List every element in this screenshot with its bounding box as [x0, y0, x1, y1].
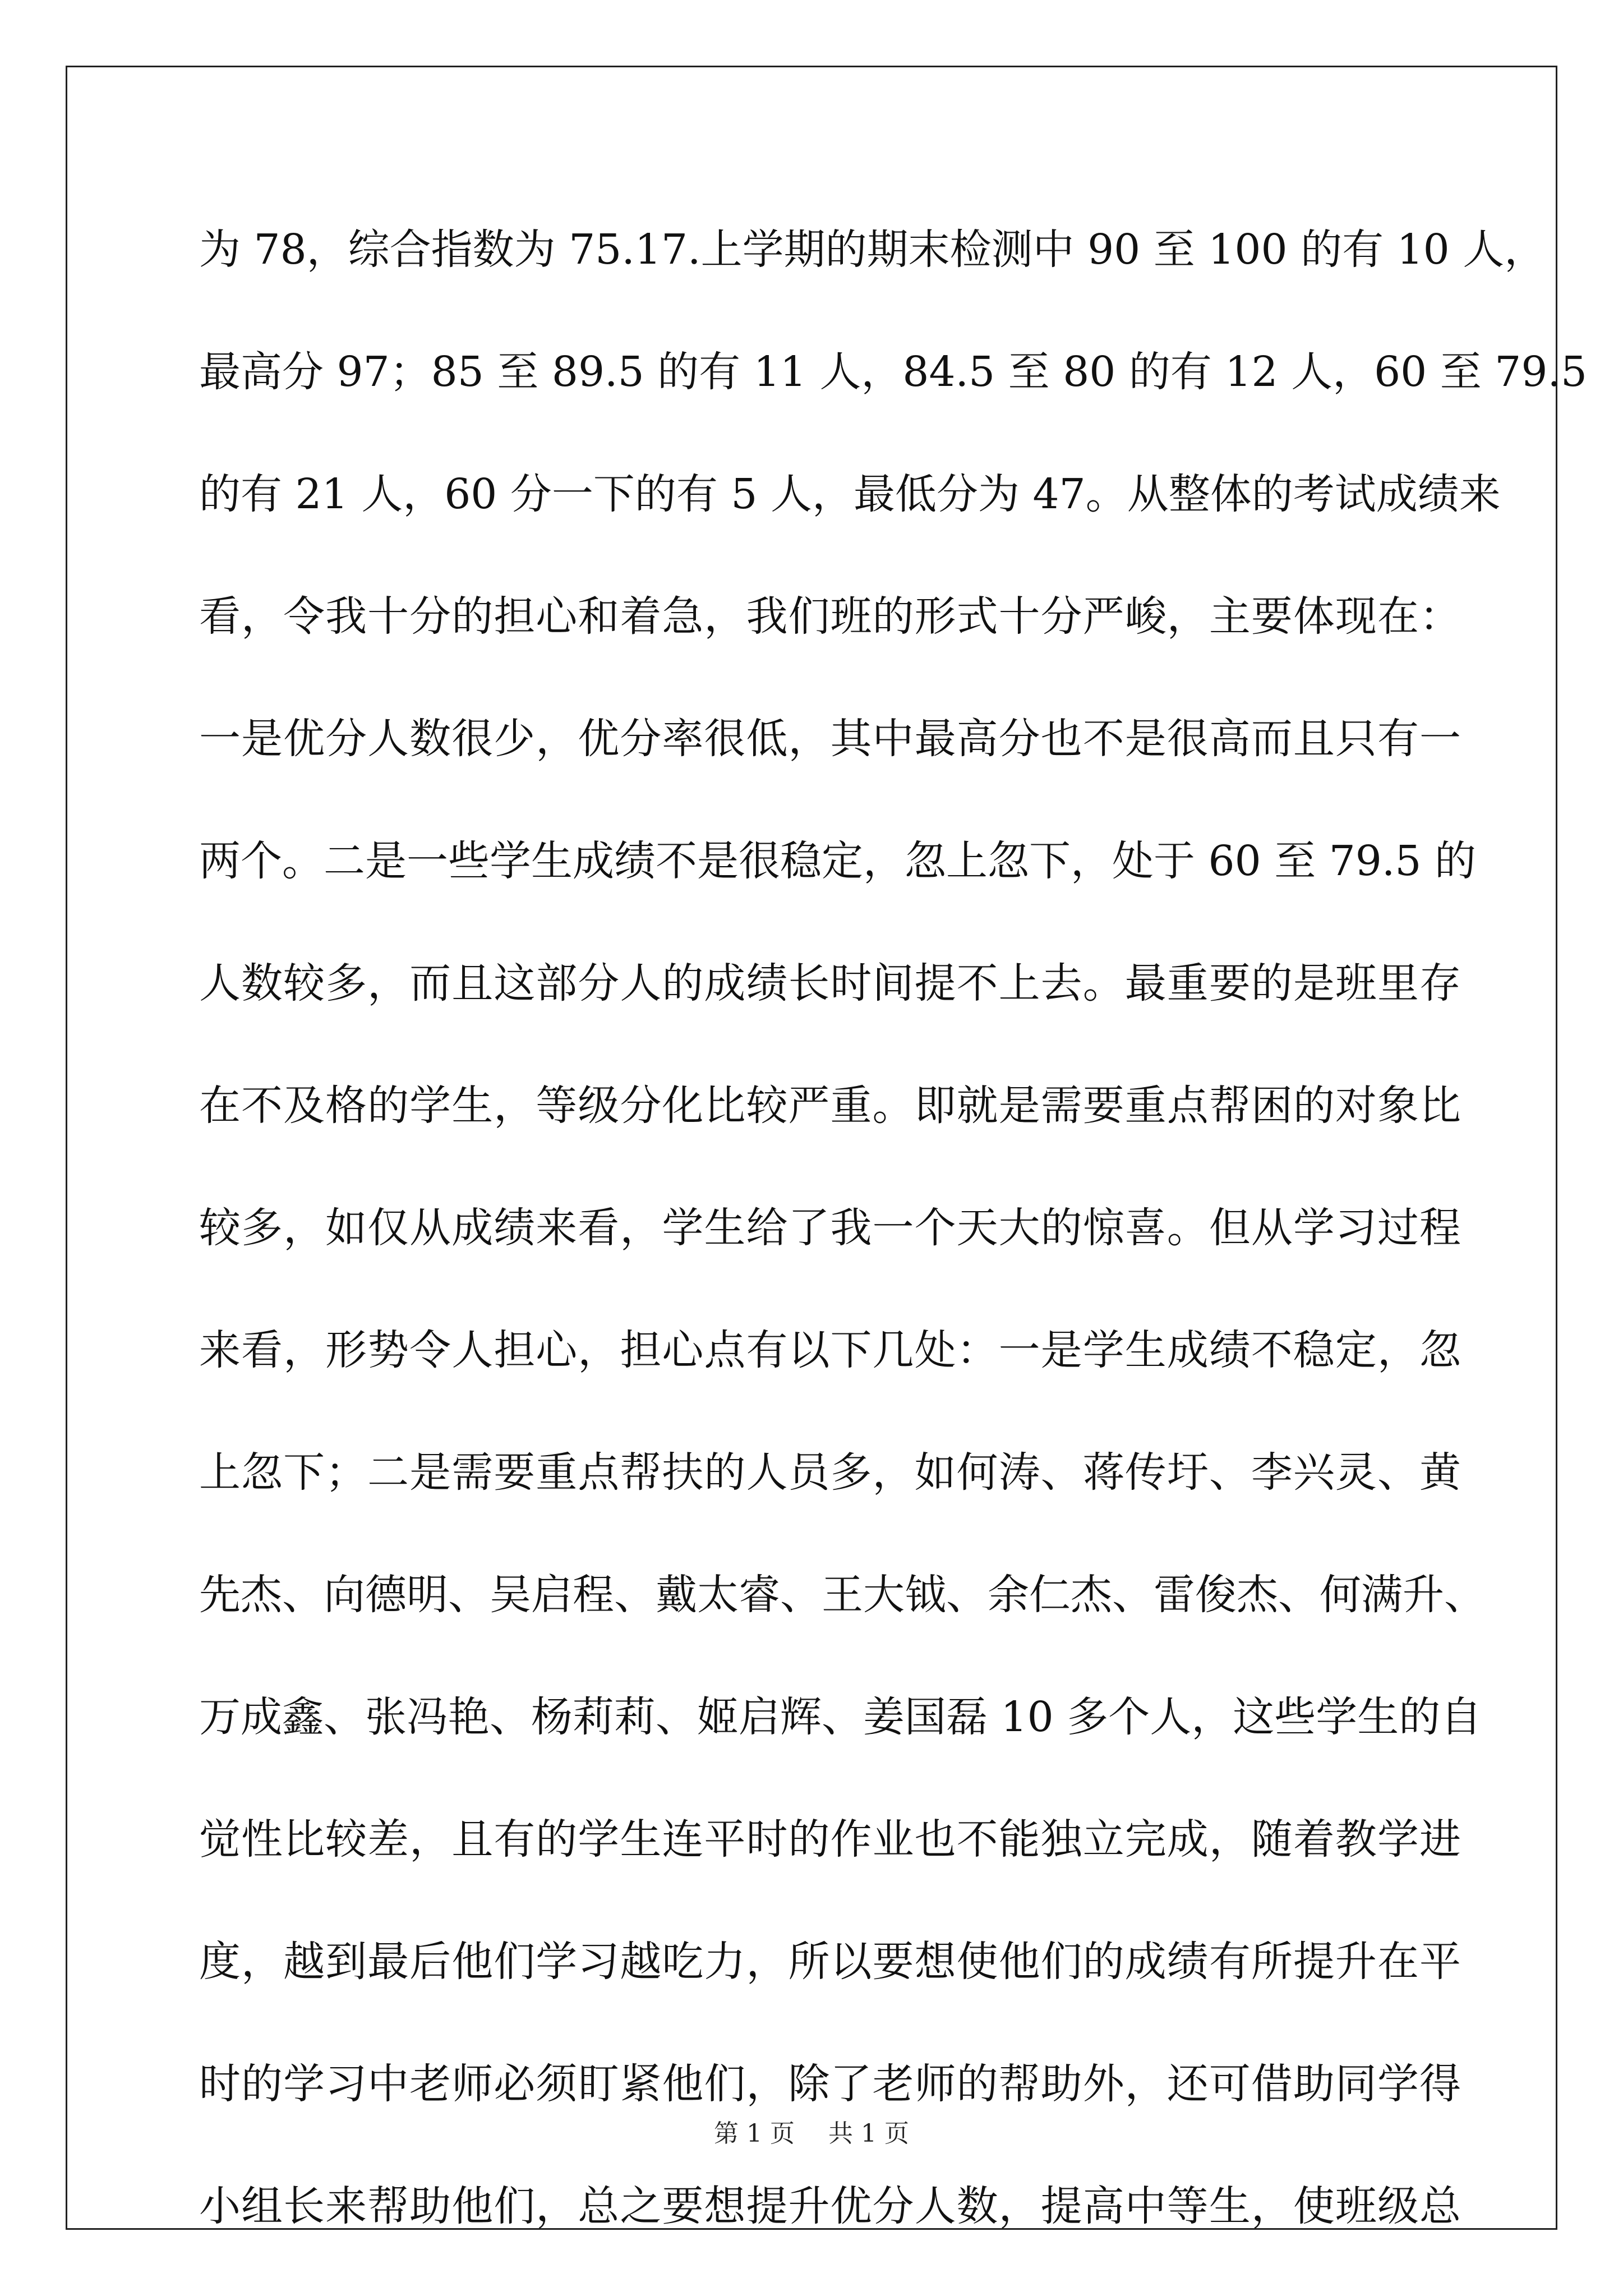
text-line: 来看，形势令人担心，担心点有以下几处：一是学生成绩不稳定，忽: [199, 1326, 1461, 1374]
text-line: 先杰、向德明、吴启程、戴太睿、王大钺、余仁杰、雷俊杰、何满升、: [199, 1571, 1486, 1619]
text-line: 的有 21 人，60 分一下的有 5 人，最低分为 47。从整体的考试成绩来: [199, 470, 1501, 518]
text-line: 度，越到最后他们学习越吃力，所以要想使他们的成绩有所提升在平: [199, 1938, 1461, 1986]
page-total: 共 1 页: [828, 2119, 909, 2148]
text-line: 小组长来帮助他们，总之要想提升优分人数，提高中等生，使班级总: [199, 2182, 1461, 2230]
text-line: 一是优分人数很少，优分率很低，其中最高分也不是很高而且只有一: [199, 715, 1461, 763]
text-line: 万成鑫、张冯艳、杨莉莉、姬启辉、姜国磊 10 多个人，这些学生的自: [199, 1693, 1482, 1741]
text-line: 看，令我十分的担心和着急，我们班的形式十分严峻，主要体现在：: [199, 592, 1461, 641]
text-line: 最高分 97；85 至 89.5 的有 11 人，84.5 至 80 的有 12 人，60 至 79.5: [199, 348, 1588, 396]
text-line: 人数较多，而且这部分人的成绩长时间提不上去。最重要的是班里存: [199, 959, 1461, 1007]
page-footer: [0, 2117, 1623, 2151]
text-line: 时的学习中老师必须盯紧他们，除了老师的帮助外，还可借助同学得: [199, 2060, 1461, 2108]
text-line: 上忽下；二是需要重点帮扶的人员多，如何涛、蒋传圩、李兴灵、黄: [199, 1448, 1461, 1497]
text-line: 在不及格的学生，等级分化比较严重。即就是需要重点帮困的对象比: [199, 1082, 1461, 1130]
text-line: 较多，如仅从成绩来看，学生给了我一个天大的惊喜。但从学习过程: [199, 1204, 1461, 1252]
text-line: 觉性比较差，且有的学生连平时的作业也不能独立完成，随着教学进: [199, 1815, 1461, 1864]
document-body: [199, 210, 1588, 2289]
text-line: 两个。二是一些学生成绩不是很稳定，忽上忽下，处于 60 至 79.5 的: [199, 837, 1477, 885]
page-number: 第 1 页: [714, 2119, 795, 2148]
text-line: 为 78，综合指数为 75.17.上学期的期末检测中 90 至 100 的有 10 人，: [199, 226, 1546, 274]
